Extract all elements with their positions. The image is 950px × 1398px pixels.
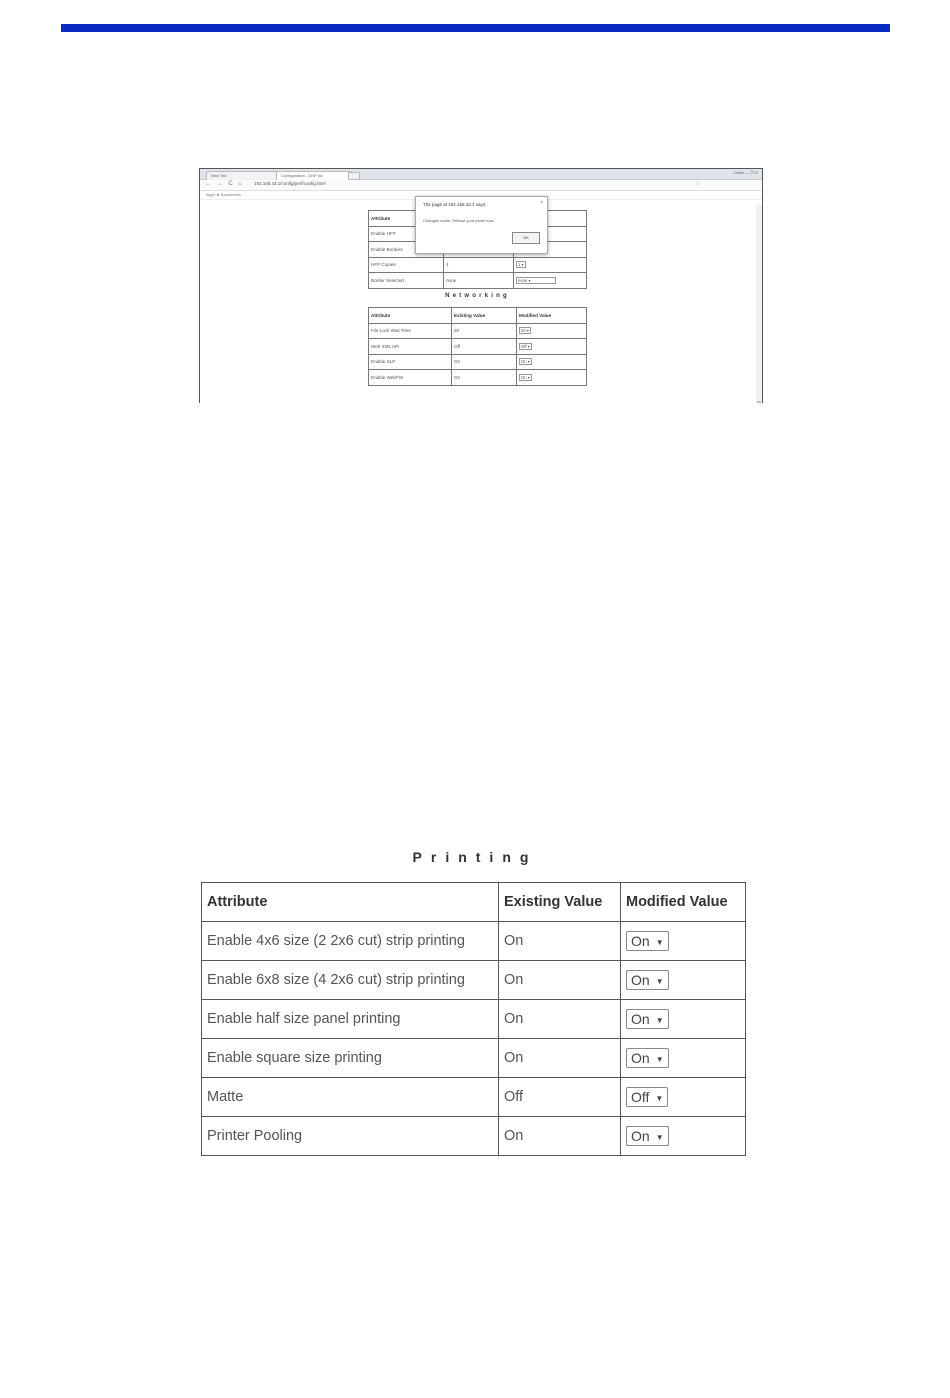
- value-select[interactable]: [626, 1126, 669, 1146]
- attribute-cell: Matte: [202, 1078, 499, 1117]
- table-row: [369, 339, 587, 355]
- browser-screenshot: [199, 168, 763, 403]
- select-value: Off: [521, 343, 527, 349]
- modified-value-cell: [621, 961, 746, 1000]
- dropdown-arrow-icon: ▼: [655, 937, 664, 947]
- select-value: On: [631, 1128, 650, 1144]
- existing-value-cell: On: [499, 1000, 621, 1039]
- bookmarks-bar: Apps ★ Bookmarks: [200, 191, 762, 200]
- modified-value-cell: [621, 922, 746, 961]
- value-select[interactable]: Off ▾: [521, 343, 530, 349]
- tab-strip: [200, 169, 762, 180]
- existing-value-cell: On: [499, 922, 621, 961]
- dropdown-arrow-icon: ▼: [655, 976, 664, 986]
- dropdown-arrow-icon: ▼: [655, 1054, 664, 1064]
- modified-value-cell[interactable]: [514, 257, 587, 273]
- existing-value-cell: On: [499, 1039, 621, 1078]
- select-value: On: [521, 374, 527, 380]
- column-header: Attribute: [202, 883, 499, 922]
- table-row: [369, 354, 587, 370]
- attribute-cell: Enable Borders: [369, 242, 444, 258]
- attribute-cell: Printer Pooling: [202, 1117, 499, 1156]
- attribute-cell: Enable HFP: [369, 226, 444, 242]
- table-row: [202, 1039, 746, 1078]
- table-row: [202, 1078, 746, 1117]
- value-select[interactable]: [626, 1048, 669, 1068]
- select-value: On: [631, 972, 650, 988]
- column-header: Modified Value: [517, 308, 587, 324]
- modified-value-cell[interactable]: [514, 273, 587, 289]
- tab-configuration[interactable]: Configuration - DNP Inc: [276, 171, 352, 180]
- attribute-cell: File Lock Wait Time: [369, 323, 452, 339]
- attribute-cell: Enable WebFW: [369, 370, 452, 386]
- select-value: 1: [518, 262, 521, 268]
- attribute-cell: Enable 4x6 size (2 2x6 cut) strip printing: [202, 922, 499, 961]
- value-select[interactable]: 1 ▾: [518, 262, 524, 268]
- attribute-cell: Enable square size printing: [202, 1039, 499, 1078]
- column-header: Modified Value: [621, 883, 746, 922]
- attribute-cell: Enable half size panel printing: [202, 1000, 499, 1039]
- nav-buttons[interactable]: ← → C ⌂: [205, 181, 244, 187]
- value-select[interactable]: On ▾: [521, 374, 530, 380]
- existing-value-cell: On: [499, 961, 621, 1000]
- modified-value-cell[interactable]: [517, 354, 587, 370]
- value-select[interactable]: none ▾: [516, 277, 556, 284]
- column-header: Existing Value: [452, 308, 517, 324]
- scrollbar[interactable]: [756, 205, 762, 403]
- existing-value-cell: On: [452, 370, 517, 386]
- select-value: On: [521, 359, 527, 365]
- modified-value-cell[interactable]: [517, 339, 587, 355]
- modified-value-cell: [621, 1039, 746, 1078]
- existing-value-cell: none: [444, 273, 514, 289]
- dialog-title: The page at 192.168.43.1 says:: [423, 202, 487, 207]
- select-value: On: [631, 1011, 650, 1027]
- attribute-cell: Border Selected: [369, 273, 444, 289]
- modified-value-cell: [621, 1078, 746, 1117]
- modified-value-cell[interactable]: [517, 370, 587, 386]
- existing-value-cell: 20: [452, 323, 517, 339]
- bookmark-star-icon[interactable]: ☆: [694, 181, 700, 187]
- attribute-cell: HFP Copies: [369, 257, 444, 273]
- table-row: [369, 273, 587, 289]
- table-row: [202, 1000, 746, 1039]
- column-header: Attribute: [369, 211, 444, 227]
- scrollbar-thumb[interactable]: [757, 401, 761, 403]
- value-select[interactable]: [626, 931, 669, 951]
- dialog-message: Changes made. Reboot your panel now: [423, 218, 494, 223]
- networking-table: [368, 307, 587, 386]
- select-value: On: [631, 1050, 650, 1066]
- attribute-cell: Enable SLP: [369, 354, 452, 370]
- existing-value-cell: Off: [499, 1078, 621, 1117]
- table-row: [369, 323, 587, 339]
- column-header: Existing Value: [499, 883, 621, 922]
- select-value: none: [518, 277, 528, 283]
- table-row: [202, 922, 746, 961]
- value-select[interactable]: [626, 1009, 669, 1029]
- ok-button[interactable]: OK: [512, 232, 540, 244]
- table-row: [202, 1117, 746, 1156]
- value-select[interactable]: On ▾: [521, 359, 530, 365]
- tab-new-tab[interactable]: New Tab: [206, 171, 278, 180]
- select-value: 20: [521, 328, 526, 334]
- table-row: [369, 370, 587, 386]
- column-header: Attribute: [369, 308, 452, 324]
- table-row: [202, 961, 746, 1000]
- modified-value-cell: [621, 1000, 746, 1039]
- address-bar: [200, 180, 762, 191]
- header-rule: [61, 24, 890, 32]
- dropdown-arrow-icon: ▼: [655, 1015, 664, 1025]
- value-select[interactable]: [626, 970, 669, 990]
- existing-value-cell: On: [499, 1117, 621, 1156]
- existing-value-cell: On: [452, 354, 517, 370]
- new-tab-button[interactable]: [348, 172, 360, 180]
- attribute-cell: Enable 6x8 size (4 2x6 cut) strip printing: [202, 961, 499, 1000]
- url-field[interactable]: 192.168.43.1/config/perf/config.html: [254, 181, 326, 186]
- alert-dialog: [415, 196, 548, 254]
- select-value: On: [631, 933, 650, 949]
- value-select[interactable]: 20 ▾: [521, 328, 529, 334]
- value-select[interactable]: [626, 1087, 668, 1107]
- select-value: Off: [631, 1089, 650, 1105]
- printing-section-title: Printing: [412, 849, 538, 865]
- table-row: [369, 257, 587, 273]
- attribute-cell: Web XML API: [369, 339, 452, 355]
- existing-value-cell: Off: [452, 339, 517, 355]
- window-controls[interactable]: Owlet — ❐ ✕: [733, 170, 758, 175]
- dropdown-arrow-icon: ▼: [655, 1132, 664, 1142]
- dropdown-arrow-icon: ▼: [655, 1093, 664, 1103]
- printing-table: [201, 882, 746, 1156]
- modified-value-cell: [621, 1117, 746, 1156]
- modified-value-cell[interactable]: [517, 323, 587, 339]
- close-icon[interactable]: ×: [540, 200, 543, 206]
- networking-section-title: Networking: [445, 293, 510, 299]
- existing-value-cell: 1: [444, 257, 514, 273]
